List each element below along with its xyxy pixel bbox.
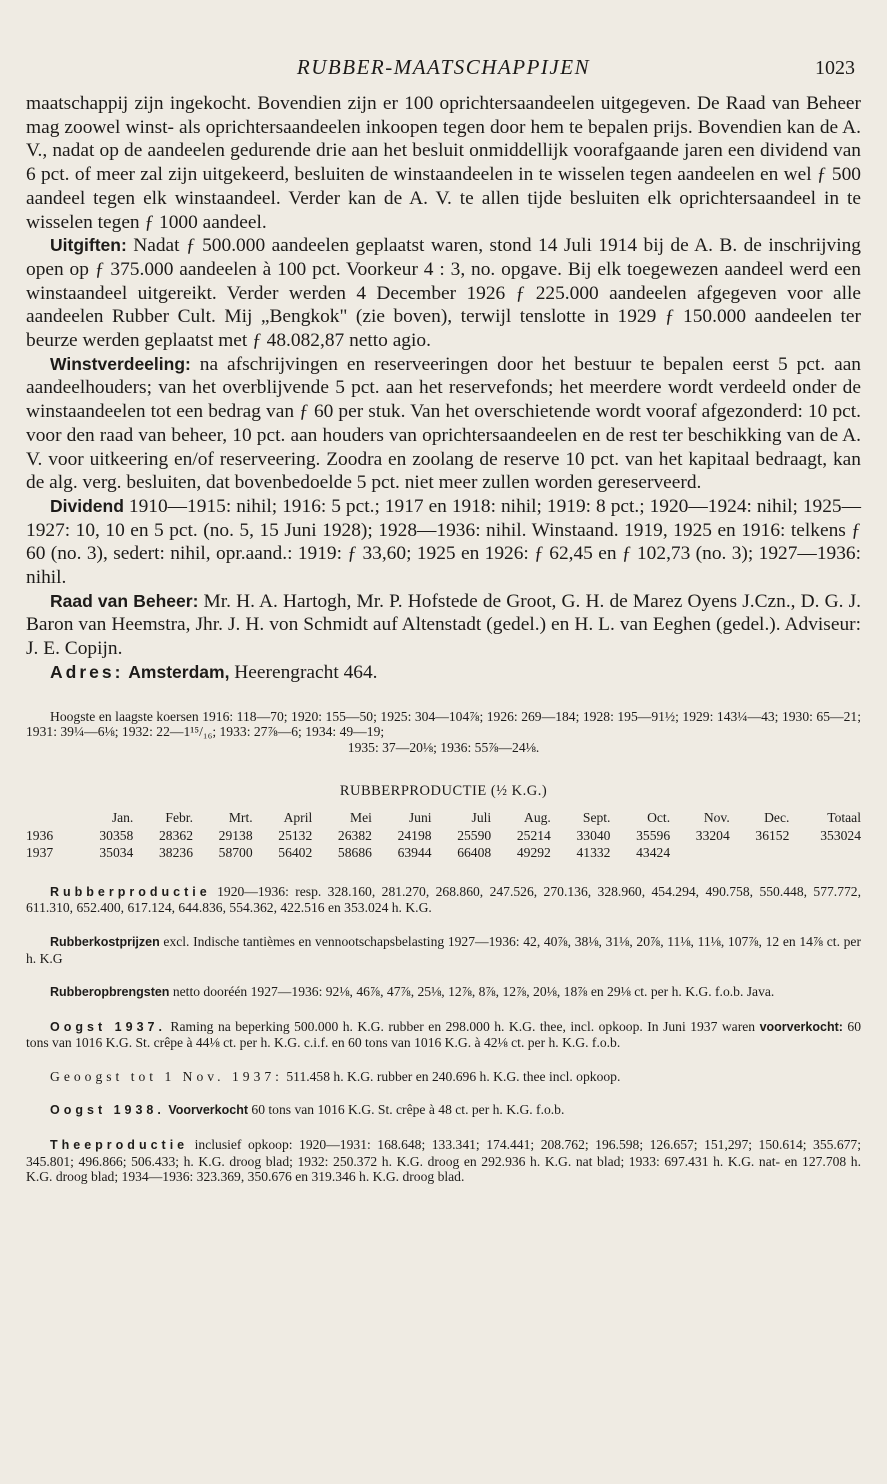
dividend-text: 1910—1915: nihil; 1916: 5 pct.; 1917 en 1918: nihil; 1919: 8 pct.; 1920—1924: nihil; 1925—1927: 10, 10 en 5 pct. (no. 5, 15 Juni 1928); 1928—1936: nihil. Winstaand. 1919, 1925 en 1916: telkens ƒ 60 (no. 3), sedert: nihil, opr.aand.: 1919: ƒ 33,60; 1925 en 1926: ƒ 62,45 en ƒ 102,73 (no. 3); 1927—1936: nihil.	[26, 495, 861, 589]
theeproductie-text: inclusief opkoop: 1920—1931: 168.648; 133.341; 174.441; 208.762; 196.598; 126.657; 151,297; 150.614; 355.677; 345.801; 496.866; 506.433; h. K.G. droog blad; 1932: 250.372 h. K.G. droog en 292.936 h. K.G. nat blad; 1933: 697.431 h. K.G. nat- en 127.708 h. K.G. droog blad; 1934—1936: 323.369, 350.676 en 319.346 h. K.G. droog blad.	[26, 1137, 861, 1185]
winstverdeeling-paragraph	[26, 353, 861, 495]
column-header: Jan.	[111, 809, 134, 825]
main-text	[26, 92, 861, 685]
oogst1938-paragraph	[26, 1102, 861, 1119]
opbrengsten-label: Rubberopbrengsten	[50, 985, 170, 1000]
column-header: Oct.	[647, 809, 671, 825]
theeproductie-paragraph	[26, 1137, 861, 1185]
table-cell: 30358	[99, 827, 134, 843]
column-header: Juni	[408, 809, 432, 825]
table-cell: 25590	[457, 827, 492, 843]
kostprijzen-paragraph	[26, 934, 861, 966]
opbrengsten-block	[26, 984, 861, 1001]
column-header: Mei	[350, 809, 372, 825]
oogst1938-bold: Voorverkocht	[164, 1103, 248, 1118]
winstverdeeling-label: Winstverdeeling:	[50, 353, 191, 374]
oogst1938-label: Oogst 1938.	[50, 1103, 165, 1118]
adres-paragraph	[26, 661, 861, 685]
table-cell: 25132	[278, 827, 313, 843]
column-header: Mrt.	[228, 809, 253, 825]
rubberproductie-label: Rubberproductie	[50, 884, 211, 899]
oogst1938-text: 60 tons van 1016 K.G. St. crêpe à 48 ct. per h. K.G. f.o.b.	[248, 1102, 565, 1118]
oogst1937-text-2: 60 tons van 1016 K.G. St. crêpe à 44⅛ ct. per h. K.G. c.i.f. en 60 tons van 1016 K.G. à 42⅛ ct. per h. K.G. f.o.b.	[26, 1018, 861, 1051]
raad-label: Raad van Beheer:	[50, 590, 199, 611]
table-cell: 1937	[26, 845, 54, 861]
adres-street: Heerengracht 464.	[229, 661, 378, 683]
column-header: Aug.	[524, 809, 551, 825]
geoogst-paragraph	[26, 1069, 861, 1085]
adres-city: Amsterdam,	[128, 661, 230, 682]
table-cell	[789, 844, 861, 862]
column-header: Febr.	[165, 809, 193, 825]
table-cell: 33040	[576, 827, 611, 843]
table-cell: 29138	[218, 827, 253, 843]
oogst1938-block	[26, 1102, 861, 1119]
oogst1937-bold: voorverkocht:	[759, 1019, 843, 1034]
column-header: Nov.	[703, 809, 730, 825]
column-header: Dec.	[764, 809, 790, 825]
geoogst-label: Geoogst tot 1 Nov. 1937:	[50, 1068, 283, 1084]
raad-text: Mr. H. A. Hartogh, Mr. P. Hofstede de Groot, G. H. de Marez Oyens J.Czn., D. G. J. Baron van Heemstra, Jhr. J. H. von Schmidt auf Altenstadt (gedel.) en H. L. van Eeghen (gedel.). Adviseur: J. E. Copijn.	[26, 590, 861, 660]
table-cell: 63944	[397, 845, 432, 861]
geoogst-text: 511.458 h. K.G. rubber en 240.696 h. K.G. thee incl. opkoop.	[282, 1068, 621, 1084]
table-cell: 353024	[820, 827, 861, 843]
opbrengsten-text: netto dooréén 1927—1936: 92⅛, 46⅞, 47⅞, 25⅛, 12⅞, 8⅞, 12⅞, 20⅛, 18⅞ en 29⅛ ct. per h. K.G. f.o.b. Java.	[169, 984, 775, 1000]
intro-paragraph: maatschappij zijn ingekocht. Bovendien zijn er 100 oprichtersaandeelen uitgegeven. De Raad van Beheer mag zoowel winst- als oprichtersaandeelen inkoopen tegen door hem te bepalen prijs. Bovendien kan de A. V., nadat op de aandeelen gedurende drie aan het besluit onmiddellijk voorafgaande jaren een dividend van 6 pct. of meer zal zijn uitgekeerd, besluiten de winstaandeelen in te wisselen tegen aandeelen en wel ƒ 500 aandeel tegen elk winstaandeel. Verder kan de A. V. te allen tijde besluiten elk oprichtersaandeel in te wisselen tegen ƒ 1000 aandeel.	[26, 93, 861, 233]
table-cell	[730, 844, 790, 862]
table-cell: 41332	[576, 845, 611, 861]
table-cell: 58686	[337, 845, 372, 861]
table-cell: 35034	[99, 845, 134, 861]
dividend-paragraph	[26, 495, 861, 590]
table-cell: 35596	[636, 827, 671, 843]
adres-label: Adres:	[50, 661, 124, 682]
geoogst-block	[26, 1069, 861, 1085]
column-header: Sept.	[582, 809, 611, 825]
column-header	[26, 809, 74, 827]
raad-paragraph	[26, 590, 861, 661]
column-header: April	[283, 809, 313, 825]
table-cell: 38236	[159, 845, 193, 861]
table-cell: 1936	[26, 827, 54, 843]
column-header: Juli	[471, 809, 492, 825]
table-cell: 25214	[516, 827, 551, 843]
production-table-title: RUBBERPRODUCTIE (½ K.G.)	[339, 783, 548, 800]
dividend-label: Dividend	[50, 495, 124, 516]
winstverdeeling-text: na afschrijvingen en reserveeringen door het bestuur te bepalen eerst 5 pct. aan aandeelhouders; van het overblijvende 5 pct. aan het reservefonds; het meerdere wordt verdeeld onder de winstaandeelen tot een bedrag van ƒ 60 per stuk. Van het overschietende wordt vooraf afgezonderd: 10 pct. voor den raad van beheer, 10 pct. aan houders van oprichtersaandeelen en de rest ter beschikking van de A. V. voor uitkeering en/of reserveering. Zoodra en zoolang de reserve 10 pct. van het kapitaal bedraagt, kan de alg. verg. besluiten, dat bovenbedoelde 5 pct. niet meer zullen worden gereserveerd.	[26, 353, 861, 494]
table-cell: 43424	[636, 845, 671, 861]
table-cell: 28362	[159, 827, 193, 843]
oogst1937-text-1: Raming na beperking 500.000 h. K.G. rubber en 298.000 h. K.G. thee, incl. opkoop. In Juni 1937 waren	[165, 1018, 760, 1034]
uitgiften-text: Nadat ƒ 500.000 aandeelen geplaatst waren, stond 14 Juli 1914 bij de A. B. de inschrijving open op ƒ 375.000 aandeelen à 100 pct. Voorkeur 4 : 3, no. opgave. Bij elk toegewezen aandeel werd een winstaandeel uitgereikt. Verder werden 4 December 1926 ƒ 225.000 aandeelen afgegeven voor alle aandeelen Rubber Cult. Mij „Bengkok" (zie boven), terwijl tenslotte in 1929 ƒ 150.000 aandeelen ter beurze werden geplaatst met ƒ 48.082,87 netto agio.	[26, 235, 861, 352]
table-row	[26, 827, 861, 845]
production-table	[26, 809, 861, 862]
table-cell: 33204	[695, 827, 730, 843]
table-cell	[670, 844, 730, 862]
oogst1937-paragraph	[26, 1019, 861, 1051]
rubberproductie-block	[26, 884, 861, 916]
table-cell: 58700	[218, 845, 253, 861]
page-header	[26, 0, 861, 92]
column-header: Totaal	[827, 809, 861, 825]
koersen-line-1: Hoogste en laagste koersen 1916: 118—70; 1920: 155—50; 1925: 304—104⅞; 1926: 269—184; 1928: 195—91½; 1929: 143¼—43; 1930: 65—21; 1931: 39¼—6⅛; 1932: 22—1¹⁵/₁₆; 1933: 27⅞—6; 1934: 49—19;	[26, 708, 861, 740]
running-title: RUBBER-MAATSCHAPPIJEN	[296, 55, 591, 79]
production-table-header	[26, 809, 861, 827]
table-row	[26, 844, 861, 862]
koersen-line-2: 1935: 37—20⅛; 1936: 55⅞—24⅛.	[347, 739, 540, 755]
kostprijzen-block	[26, 934, 861, 966]
oogst1937-label: Oogst 1937.	[50, 1019, 166, 1034]
oogst1937-block	[26, 1019, 861, 1051]
page-number: 1023	[815, 57, 855, 79]
production-table-body	[26, 827, 861, 862]
uitgiften-paragraph	[26, 234, 861, 353]
kostprijzen-label: Rubberkostprijzen	[50, 934, 160, 949]
statistics-section	[26, 709, 861, 1185]
theeproductie-block	[26, 1137, 861, 1185]
table-cell: 56402	[278, 845, 313, 861]
table-cell: 26382	[337, 827, 372, 843]
table-cell: 36152	[755, 827, 790, 843]
table-cell: 66408	[457, 845, 492, 861]
uitgiften-label: Uitgiften:	[50, 235, 127, 256]
opbrengsten-paragraph	[26, 984, 861, 1001]
table-cell: 49292	[516, 845, 551, 861]
theeproductie-label: Theeproductie	[50, 1138, 189, 1153]
koersen-block	[26, 709, 861, 756]
rubberproductie-paragraph	[26, 884, 861, 916]
rubberproductie-text: 1920—1936: resp. 328.160, 281.270, 268.860, 247.526, 270.136, 328.960, 454.294, 490.758, 550.448, 577.772, 611.310, 652.400, 617.124, 644.836, 554.362, 422.516 en 353.024 h. K.G.	[26, 883, 861, 916]
table-cell: 24198	[397, 827, 432, 843]
kostprijzen-text: excl. Indische tantièmes en vennootschapsbelasting 1927—1936: 42, 40⅞, 38⅛, 31⅛, 20⅞, 11⅛, 11⅛, 107⅞, 12 en 14⅞ ct. per h. K.G	[26, 933, 861, 966]
